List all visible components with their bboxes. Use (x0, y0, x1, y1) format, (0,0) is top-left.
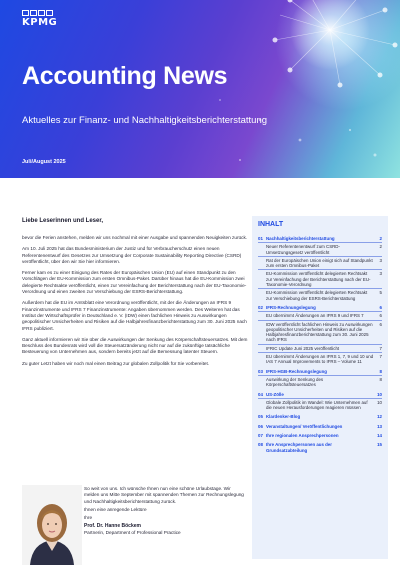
toc-item-link[interactable] (258, 352, 382, 365)
letter-paragraph: Außerdem hat die EU im Amtsblatt eine Verordnung veröffentlicht, mit der die Änderungen an IFRS 9 Finanzinstrumente und IFRS 7 Finanzinstrumente: Angaben übernommen werden. Des Weiteren hat das Institut der Wirtschaftsprüfer in Deutschland e. V. (IDW) einen fachlichen Hinweis zu Auswirkungen geopolitischer Unsicherheiten und Risiken auf die Halbjahresfinanzberichterstattung zum 30. Juni 2025 nach IFRS publiziert. (22, 300, 247, 331)
toc-section (258, 442, 382, 453)
toc-page-number: 3 (379, 271, 382, 277)
toc-section-label: Klardenker-Blog (266, 414, 301, 420)
toc-section (258, 236, 382, 301)
toc-page-number: 2 (379, 244, 382, 250)
toc-page-number: 13 (377, 423, 382, 429)
logo-squares-icon (22, 10, 57, 16)
toc-section-number: 02 (258, 304, 263, 310)
toc-section-label: Ihre regionalen Ansprechpersonen (266, 433, 339, 439)
toc-list (258, 236, 382, 453)
toc-item-link[interactable] (258, 256, 382, 269)
toc-section-label: IFRS-HGB-Rechnungslegung (266, 368, 327, 374)
letter-paragraph: bevor die Ferien anstehen, melden wir uns nochmal mit einer Ausgabe und spannenden Neuigkeiten zurück. (22, 235, 248, 240)
brand-name: KPMG (22, 17, 58, 28)
toc-section-number: 06 (258, 423, 263, 429)
table-of-contents (252, 216, 388, 559)
toc-page-number: 3 (379, 257, 382, 263)
letter-paragraph: Zu guter Letzt haben wir noch mal einen Beitrag zur globalen Zollpolitik für Sie vorbereitet. (22, 360, 210, 366)
toc-page-number: 6 (379, 313, 382, 319)
signature-block (22, 485, 248, 565)
toc-item-label: IFRIC Update Juni 2025 veröffentlicht (266, 345, 340, 351)
closing-wish: Ihnen eine anregende Lektüre (84, 506, 147, 512)
closing-paragraph: So weit von uns. Ich wünsche Ihnen nun eine schöne Urlaubstage. Wir melden uns Mitte September mit spannenden Themen zur Rechnungslegung und Nachhaltigkeitsberichterstattung zurück. (84, 486, 244, 504)
toc-item-label: EU übernimmt Änderungen an IFRS 9 und IFRS 7 (266, 313, 364, 319)
toc-section-number: 08 (258, 442, 263, 448)
toc-item-label: EU übernimmt Änderungen an IFRS 1, 7, 9 und 10 und IAS 7 Annual Improvements to IFRS – Volume 11 (266, 354, 374, 365)
toc-section-label: Ihre Ansprechpersonen aus der Grundsatzabteilung (266, 442, 332, 453)
toc-section-link[interactable] (258, 414, 382, 419)
letter-paragraph: Am 10. Juli 2025 hat das Bundesministerium der Justiz und für Verbraucherschutz einen neuen Referentenentwurf des Gesetzes zur Umsetzung der Corporate Sustainability Reporting Directive (CSRD) veröffentlicht, über den wir Sie hier informieren. (22, 246, 242, 264)
toc-item-link[interactable] (258, 375, 382, 388)
author-portrait (22, 485, 82, 565)
toc-page-number: 14 (377, 433, 382, 439)
toc-item-link[interactable] (258, 269, 382, 287)
toc-section-link[interactable] (258, 305, 382, 310)
toc-page-number: 2 (379, 236, 382, 241)
signature-text (84, 486, 246, 538)
toc-page-number: 15 (377, 442, 382, 448)
toc-item-label: IDW veröffentlicht fachlichen Hinweis zu Auswirkungen geopolitischer Unsicherheiten und Risiken auf die Halbjahresfinanzberichterstattung zum 30. Juni 2025 nach IFRS (266, 321, 373, 343)
toc-section-label: US-Zölle (266, 391, 284, 397)
toc-section-label: Veranstaltungen/ Veröffentlichungen (266, 423, 343, 429)
letter-paragraph: Ferner kam es zu einer Einigung des Rates der Europäischen Union (EU) auf einen Standpunkt zu den Vorschlägen der EU-Kommission zum ersten Omnibus-Paket. Darüber hinaus hat die EU-Kommission zwei delegierte Rechtsakte veröffentlicht, einen zur Vereinfachung der Berichterstattung nach der EU-Taxonomie-Verordnung und einen zweiten zur Verschiebung der ESRS-Berichterstattung. (22, 270, 247, 295)
toc-item-label: Auswirkung der Senkung des Körperschaftsteuersatzes (266, 376, 324, 388)
letter-greeting: Liebe Leserinnen und Leser, (22, 218, 104, 224)
toc-section (258, 424, 382, 429)
toc-item-link[interactable] (258, 344, 382, 351)
toc-section-number: 03 (258, 368, 263, 374)
author-name: Prof. Dr. Hanne Böckem (84, 523, 141, 530)
toc-section-number: 05 (258, 414, 263, 420)
toc-section-label: IFRS-Rechnungslegung (266, 304, 316, 310)
toc-section-number: 01 (258, 236, 263, 241)
toc-page-number: 5 (379, 290, 382, 296)
toc-section (258, 414, 382, 419)
toc-page-number: 7 (379, 354, 382, 360)
toc-title: INHALT (258, 221, 284, 228)
toc-page-number: 6 (379, 304, 382, 310)
toc-item-label: EU-Kommission veröffentlicht delegierten Rechtsakt zur Vereinfachung der Berichterstattung nach der EU-Taxonomie-Verordnung (266, 271, 371, 288)
author-role: Partnerin, Department of Professional Practice (84, 529, 181, 535)
toc-section (258, 433, 382, 438)
newsletter-subtitle: Aktuelles zur Finanz- und Nachhaltigkeitsberichterstattung (22, 115, 268, 126)
toc-page-number: 6 (379, 321, 382, 327)
toc-section (258, 369, 382, 388)
toc-section-label: Nachhaltigkeitsberichterstattung (266, 236, 335, 241)
issue-date: Juli/August 2025 (22, 159, 66, 165)
toc-item-label: Globale Zollpolitik im Wandel: Wie Unternehmen auf die neuen Herausforderungen reagieren müssen (266, 399, 368, 411)
editorial-letter (22, 218, 248, 372)
toc-section-link[interactable] (258, 236, 382, 241)
toc-page-number: 10 (377, 391, 382, 397)
toc-page-number: 10 (377, 399, 382, 405)
toc-section-number: 04 (258, 391, 263, 397)
toc-page-number: 8 (379, 368, 382, 374)
closing-regards: Ihre (84, 515, 93, 521)
toc-section-link[interactable] (258, 392, 382, 397)
toc-item-label: Neuer Referentenentwurf zum CSRD-Umsetzungsgesetz veröffentlicht (266, 244, 340, 255)
toc-section-link[interactable] (258, 369, 382, 374)
toc-item-link[interactable] (258, 311, 382, 318)
toc-section-number: 07 (258, 433, 263, 439)
toc-page-number: 7 (379, 345, 382, 351)
kpmg-logo (22, 10, 57, 28)
toc-section (258, 392, 382, 411)
toc-item-link[interactable] (258, 288, 382, 301)
toc-page-number: 12 (377, 414, 382, 420)
toc-section (258, 305, 382, 365)
toc-item-link[interactable] (258, 398, 382, 411)
toc-page-number: 8 (379, 376, 382, 382)
toc-section-link[interactable] (258, 424, 382, 429)
toc-section-link[interactable] (258, 433, 382, 438)
toc-item-link[interactable] (258, 320, 382, 343)
letter-paragraph: Ganz aktuell informieren wir Sie über die Auswirkungen der Senkung des Körperschaftsteuersatzes. Mit dem Beschluss des Bundesrats wird voll die Steuersatzänderung nicht nur auf die zukünftige tatsächliche Besteuerung von Unternehmen aus, sondern bereits jetzt auf die Bemessung latenter Steuern. (22, 336, 248, 355)
toc-section-link[interactable] (258, 442, 382, 453)
newsletter-title: Accounting News (22, 62, 228, 90)
toc-item-link[interactable] (258, 242, 382, 255)
toc-item-label: Rat der Europäischen Union einigt sich auf Standpunkt zum ersten Omnibus-Paket (266, 257, 373, 269)
hero-banner (0, 0, 400, 178)
toc-item-label: EU-Kommission veröffentlicht delegierten Rechtsakt zur Verschiebung der ESRS-Berichterstattung (266, 290, 368, 301)
